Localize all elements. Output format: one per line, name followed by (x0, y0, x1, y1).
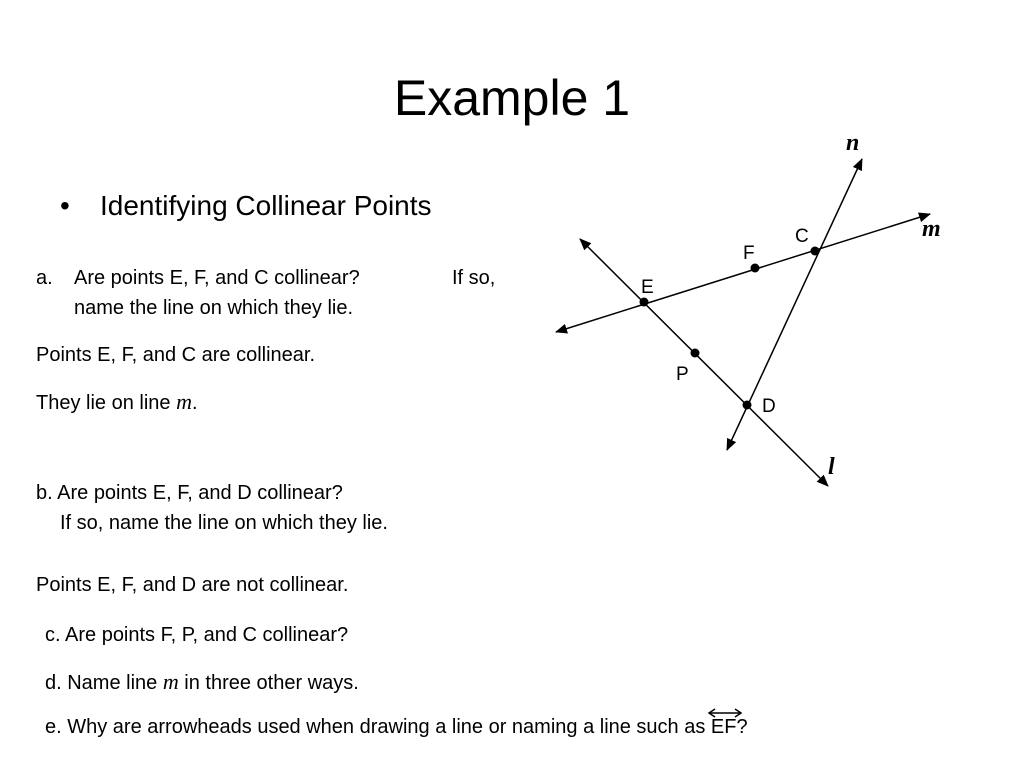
answer-a-suffix: . (191, 392, 198, 414)
question-b-line2: If so, name the line on which they lie. (60, 512, 388, 534)
answer-b: Points E, F, and D are not collinear. (36, 574, 349, 596)
slide-title: Example 1 (393, 70, 631, 126)
line-l-label: l (828, 454, 835, 480)
question-a-tail: If so, (452, 267, 496, 289)
bullet-icon: • (60, 190, 70, 221)
point-d (743, 401, 752, 410)
answer-a-prefix: They lie on line (36, 392, 177, 414)
line-n-label: n (846, 130, 860, 156)
point-c (811, 247, 820, 256)
question-d-suffix: in three other ways. (178, 672, 359, 694)
point-e-label: E (641, 277, 654, 298)
question-a-marker: a. (36, 267, 53, 289)
question-c: c. Are points F, P, and C collinear? (45, 624, 349, 646)
point-p (691, 349, 700, 358)
point-c-label: C (795, 226, 809, 247)
question-e-prefix: e. Why are arrowheads used when drawing a line or naming a line such as (45, 716, 711, 738)
point-e (640, 298, 649, 307)
line-m-variable-d: m (162, 669, 179, 694)
line-ef-name: EF (710, 716, 737, 738)
line-m (556, 214, 930, 332)
line-l (580, 239, 828, 486)
line-m-label: m (922, 216, 941, 242)
question-a-text: Are points E, F, and C collinear? (74, 267, 360, 289)
point-p-label: P (676, 364, 689, 385)
point-d-label: D (762, 396, 776, 417)
question-d-prefix: d. Name line (45, 672, 163, 694)
point-f-label: F (743, 243, 755, 264)
line-m-variable: m (176, 389, 192, 414)
answer-a-collinear: Points E, F, and C are collinear. (36, 344, 316, 366)
question-a-line2: name the line on which they lie. (74, 297, 354, 319)
bullet-text: Identifying Collinear Points (100, 190, 432, 221)
question-e-suffix: ? (736, 716, 748, 738)
point-f (751, 264, 760, 273)
question-b-line1: b. Are points E, F, and D collinear? (36, 482, 343, 504)
